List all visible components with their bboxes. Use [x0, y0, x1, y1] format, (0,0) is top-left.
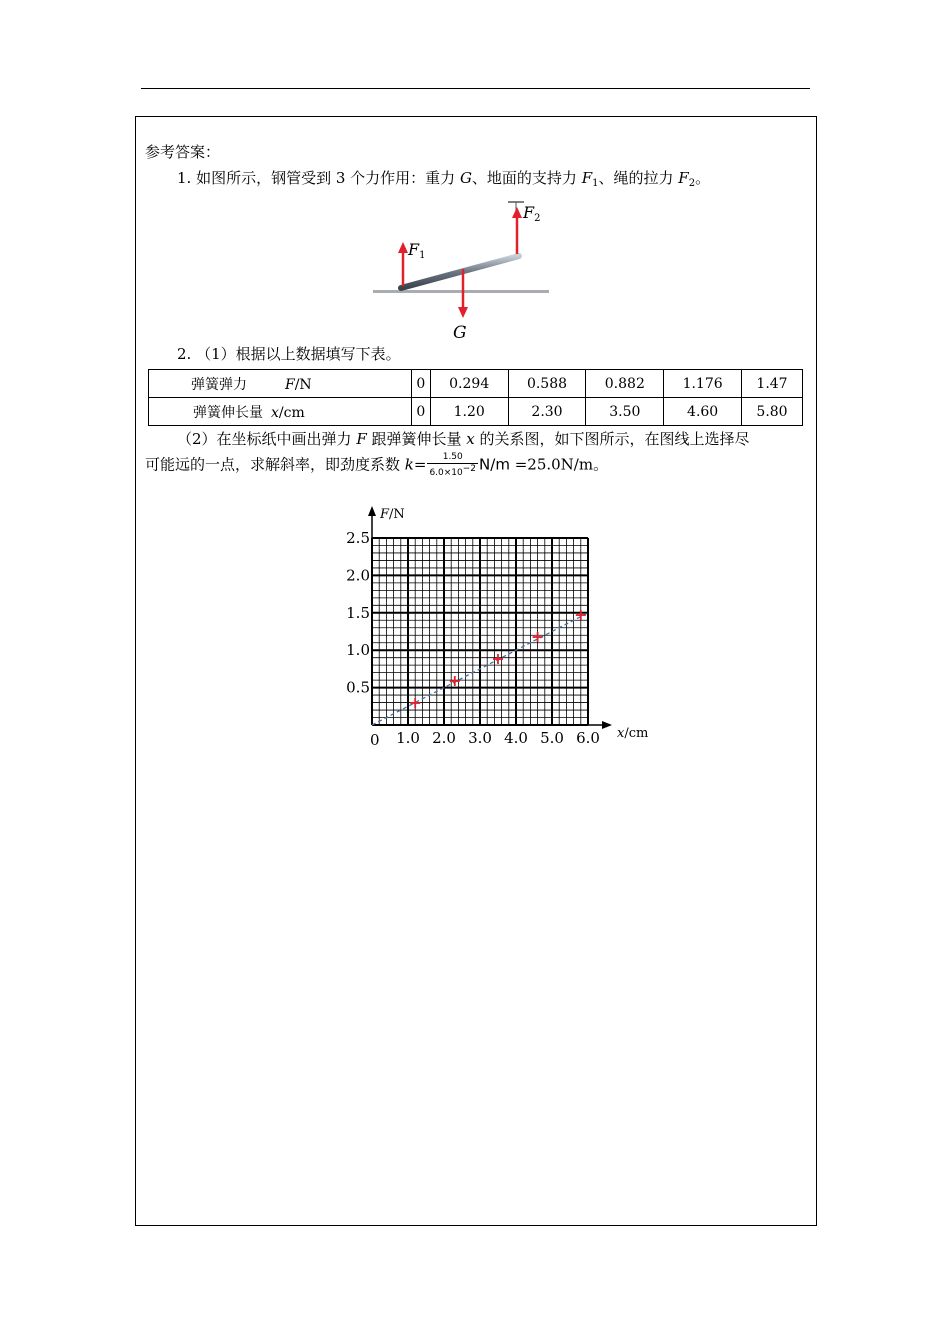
g-arrow	[458, 269, 468, 318]
x-tick-label: 4.0	[504, 729, 528, 747]
axes	[368, 506, 612, 729]
slope-fraction: $\frac{1.50}{6.0\times 10^{-2}}$	[429, 452, 477, 478]
table-cell: 4.60	[664, 398, 742, 426]
row-header-extension: 弹簧伸长量 x/cm	[149, 398, 412, 426]
table-cell: 5.80	[742, 398, 803, 426]
x-tick-label: 1.0	[396, 729, 420, 747]
table-cell: 0	[412, 370, 431, 398]
f2-label: F2	[523, 203, 541, 224]
table-cell: 3.50	[586, 398, 664, 426]
table-row	[149, 370, 803, 398]
force-diagram	[370, 196, 560, 344]
header-rule	[141, 88, 810, 89]
origin-label: 0	[370, 731, 380, 749]
data-point	[410, 698, 420, 708]
table-cell: 0.588	[508, 370, 586, 398]
force-extension-chart	[340, 500, 660, 755]
answer-2-part1: 2. （1）根据以上数据填写下表。	[177, 345, 401, 363]
x-tick-label: 3.0	[468, 729, 492, 747]
table-cell: 2.30	[508, 398, 586, 426]
answer-2-part2-line2: 可能远的一点，求解斜率，即劲度系数 k= $\frac{1.50}{6.0\times 10^{-2}}$ N/m =25.0N/m。	[145, 452, 609, 478]
x-tick-label: 5.0	[540, 729, 564, 747]
x-tick-label: 2.0	[432, 729, 456, 747]
g-label: G	[453, 323, 467, 343]
x-tick-label: 6.0	[576, 729, 600, 747]
y-tick-label: 2.5	[346, 529, 370, 547]
f1-label: F1	[408, 240, 426, 261]
f2-arrow	[512, 207, 522, 254]
answer-1-text: 1. 如图所示，钢管受到 3 个力作用：重力 G、地面的支持力 $F_1$、绳的拉力 $F_2$。	[177, 169, 711, 189]
f1-arrow	[398, 242, 408, 286]
table-cell: 1.47	[742, 370, 803, 398]
y-axis-arrow	[368, 506, 376, 516]
x-axis-arrow	[602, 721, 612, 729]
table-cell: 0.882	[586, 370, 664, 398]
y-tick-label: 0.5	[346, 678, 370, 697]
table-cell: 1.20	[430, 398, 508, 426]
y-tick-label: 2.0	[346, 566, 370, 585]
table-cell: 0.294	[430, 370, 508, 398]
table-row	[149, 398, 803, 426]
table-cell: 1.176	[664, 370, 742, 398]
table-cell: 0	[412, 398, 431, 426]
y-tick-label: 1.5	[346, 603, 370, 622]
x-axis-label: x/cm	[617, 726, 649, 741]
answer-2-part2-line1: （2）在坐标纸中画出弹力 F 跟弹簧伸长量 x 的关系图，如下图所示，在图线上选择尽	[177, 430, 750, 448]
answer-heading: 参考答案：	[145, 143, 221, 161]
y-axis-label: F/N	[380, 507, 405, 522]
row-header-force: 弹簧弹力 F/N	[149, 370, 412, 398]
grid	[372, 538, 588, 725]
y-tick-label: 1.0	[346, 641, 370, 660]
data-table	[148, 369, 803, 426]
